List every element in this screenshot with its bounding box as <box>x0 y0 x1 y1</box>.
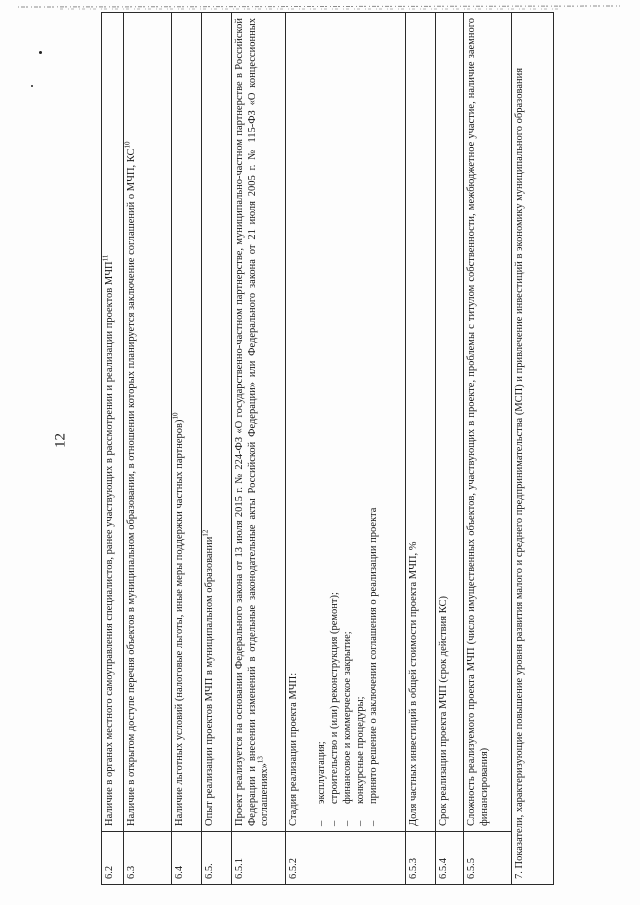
row-text: Сложность реализуемого проекта МЧП (число имущественных объектов, участвующих в проекте, проблемы с титулом собственности, межбюджетное участие, наличие заемного финансирования) <box>464 13 512 832</box>
rotated-table-wrapper <box>101 18 545 885</box>
row-text: Наличие в органах местного самоуправления специалистов, ранее участвующих в рассмотрении и реализации проектов МЧП$^{11}$ <box>102 13 124 832</box>
row-heading: Стадия реализации проекта МЧП: <box>288 672 299 826</box>
section-heading: 7. Показатели, характеризующие повышение уровня развития малого и среднего предпринимательства (МСП) и привлечение инвестиций в экономику муниципального образования <box>512 13 554 885</box>
table-row <box>232 13 286 885</box>
list-item: – принято решение о заключении соглашения о реализации проекта <box>368 507 380 826</box>
table-row <box>102 13 124 885</box>
row-text: Опыт реализации проектов МЧП в муниципальном образовании$^{12}$ <box>202 13 232 832</box>
row-text: Доля частных инвестиций в общей стоимости проекта МЧП, % <box>406 13 436 832</box>
table-row <box>464 13 512 885</box>
scan-speck <box>39 51 42 54</box>
section-row <box>512 13 554 885</box>
row-number: 6.5.1 <box>232 832 286 885</box>
list-item: – конкурсные процедуры; <box>355 696 367 826</box>
table-row <box>124 13 172 885</box>
row-number: 6.5. <box>202 832 232 885</box>
row-number: 6.5.5 <box>464 832 512 885</box>
row-number: 6.4 <box>172 832 202 885</box>
page-number: 12 <box>52 433 69 448</box>
table-row <box>172 13 202 885</box>
row-number: 6.5.4 <box>436 832 464 885</box>
list-item: – финансовое и коммерческое закрытие; <box>342 631 353 826</box>
row-text: Наличие льготных условий (налоговые льготы, иные меры поддержки частных партнеров)$^{10}$ <box>172 13 202 832</box>
stage-list <box>315 18 381 826</box>
row-text: Проект реализуется на основании Федерального закона от 13 июля 2015 г. № 224-ФЗ «О государственно-частном партнерстве, муниципально-частном партнерстве в Российской Федерации и внесении изменений в отдельные законодательные акты Российской Федерации» или Федерального закона от 21 июля 2005 г. № 115-ФЗ «О концессионных соглашениях»$^{13}$ <box>232 13 286 832</box>
row-text: Наличие в открытом доступе перечня объектов в муниципальном образовании, в отношении которых планируется заключение соглашений о МЧП, КС$^{10}$ <box>124 13 172 832</box>
row-number: 6.5.2 <box>286 832 406 885</box>
row-number: 6.5.3 <box>406 832 436 885</box>
indicators-table <box>101 12 554 885</box>
row-text: Срок реализации проекта МЧП (срок действия КС) <box>436 13 464 832</box>
table-row <box>436 13 464 885</box>
scan-speck <box>31 85 33 87</box>
list-item: – эксплуатация; <box>315 741 327 826</box>
row-text <box>286 13 406 832</box>
table-row <box>202 13 232 885</box>
table-row <box>286 13 406 885</box>
table-row <box>406 13 436 885</box>
row-number: 6.3 <box>124 832 172 885</box>
list-item: – строительство и (или) реконструкция (ремонт); <box>328 592 340 826</box>
row-number: 6.2 <box>102 832 124 885</box>
